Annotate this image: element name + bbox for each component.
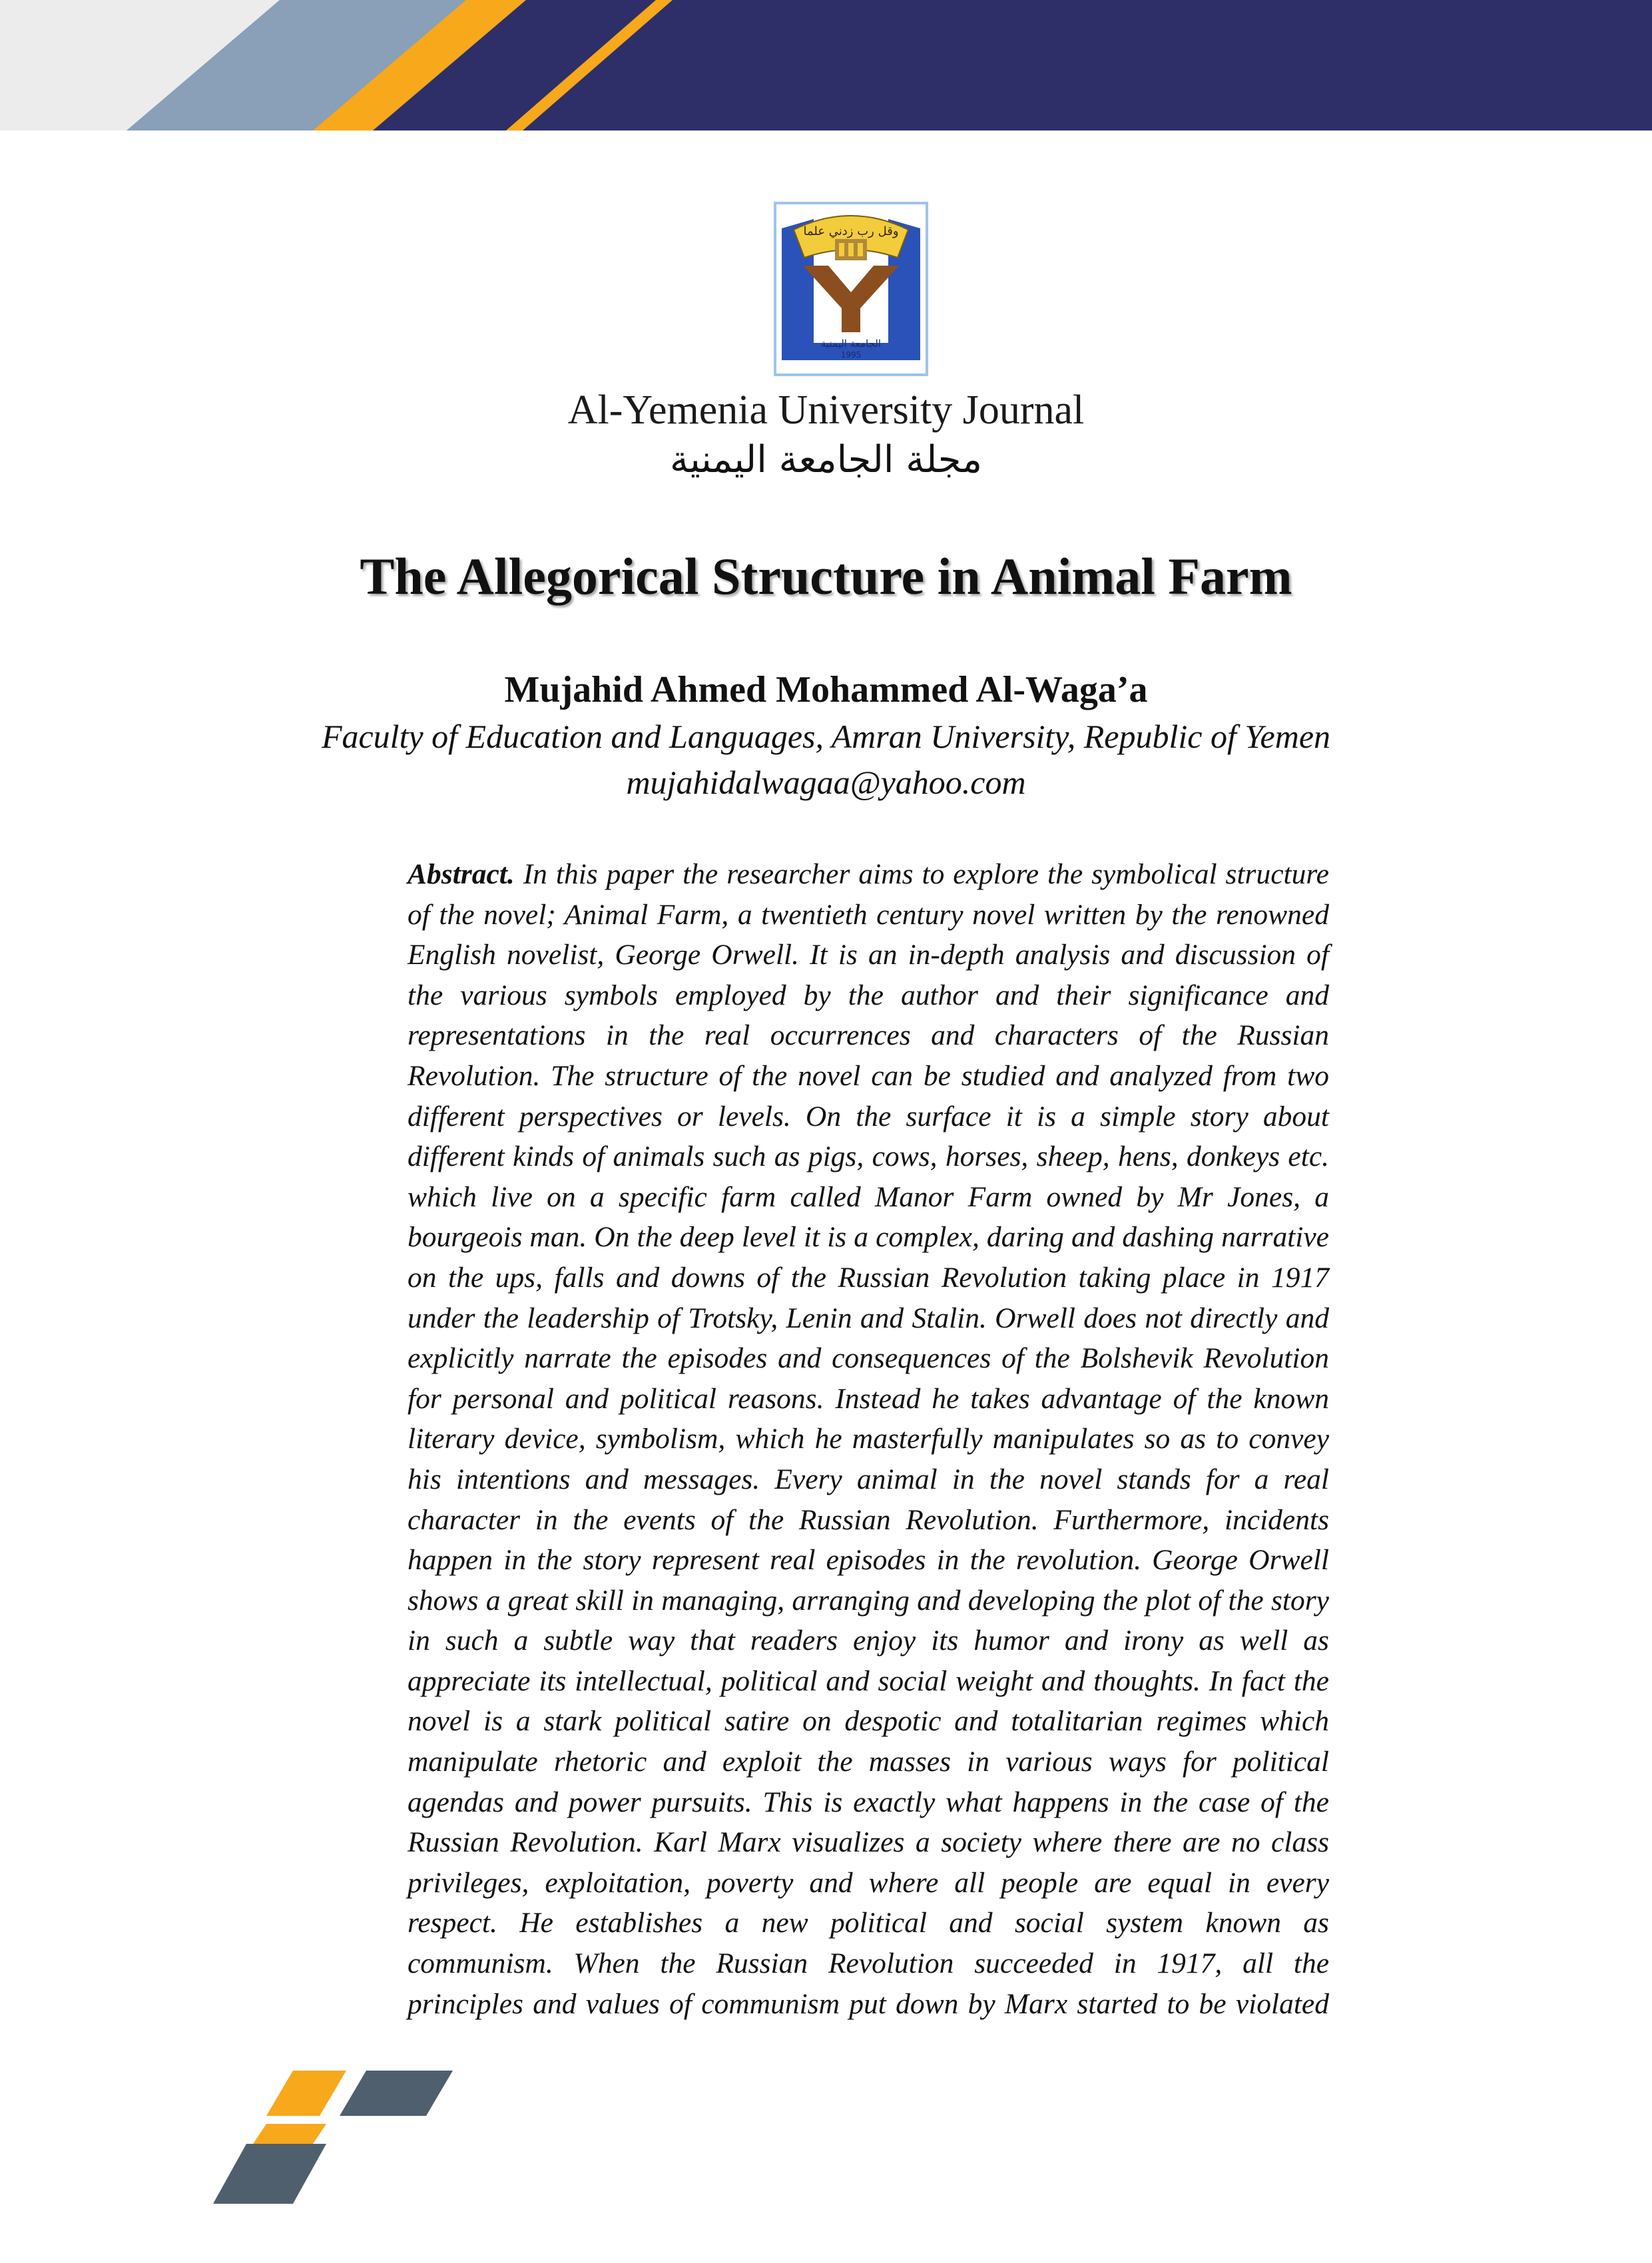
author-affiliation: Faculty of Education and Languages, Amran University, Republic of Yemen [321, 718, 1331, 755]
abstract-text: In this paper the researcher aims to explore the symbolical structure of the novel; Animal Farm, a twentieth century novel written by the renowned English novelist, George Orwell. It is an in-depth analysis and discussion of the various symbols employed by the author and their significance and representations in the real occurrences and characters of the Russian Revolution. The structure of the novel can be studied and analyzed from two different perspectives or levels. On the surface it is a simple story about different kinds of animals such as pigs, cows, horses, sheep, hens, donkeys etc. which live on a specific farm called Manor Farm owned by Mr Jones, a bourgeois man. On the deep level it is a complex, daring and dashing narrative on the ups, falls and downs of the Russian Revolution taking place in 1917 under the leadership of Trotsky, Lenin and Stalin. Orwell does not directly and explicitly narrate the episodes and consequences of the Bolshevik Revolution for personal and political reasons. Instead he takes advantage of the known literary device, symbolism, which he masterfully manipulates so as to convey his intentions and messages. Every animal in the novel stands for a real character in the events of the Russian Revolution. Furthermore, incidents happen in the story represent real episodes in the revolution. George Orwell shows a great skill in managing, arranging and developing the plot of the story in such a subtle way that readers enjoy its humor and irony as well as appreciate its intellectual, political and social weight and thoughts. In fact the novel is a stark political satire on despotic and totalitarian regimes which manipulate rhetoric and exploit the masses in various ways for political agendas and power pursuits. This is exactly what happens in the case of the Russian Revolution. Karl Marx visualizes a society where there are no class privileges, exploitation, poverty and where all people are equal in every respect. He establishes a new political and social system known as communism. When the Russian Revolution succeeded in 1917, all the principles and values of communism put down by Marx started to be violated [408, 858, 1329, 2020]
logo-name-text: الجامعة اليمنية [820, 338, 882, 350]
university-logo [774, 202, 928, 376]
logo-motto-text: وقل رب زدني علما [803, 224, 899, 238]
header-banner [0, 0, 1652, 130]
journal-name-english: Al-Yemenia University Journal [567, 387, 1085, 433]
abstract-paragraph [408, 854, 1329, 2024]
abstract-label: Abstract. [408, 858, 515, 890]
journal-name-arabic: مجلة الجامعة اليمنية [670, 438, 982, 481]
author-name: Mujahid Ahmed Mohammed Al-Waga’a [504, 669, 1148, 710]
author-email: mujahidalwagaa@yahoo.com [626, 764, 1026, 801]
logo-year-text: 1995 [840, 350, 862, 360]
corner-decoration [206, 2064, 459, 2224]
paper-title: The Allegorical Structure in Animal Farm [360, 547, 1292, 605]
